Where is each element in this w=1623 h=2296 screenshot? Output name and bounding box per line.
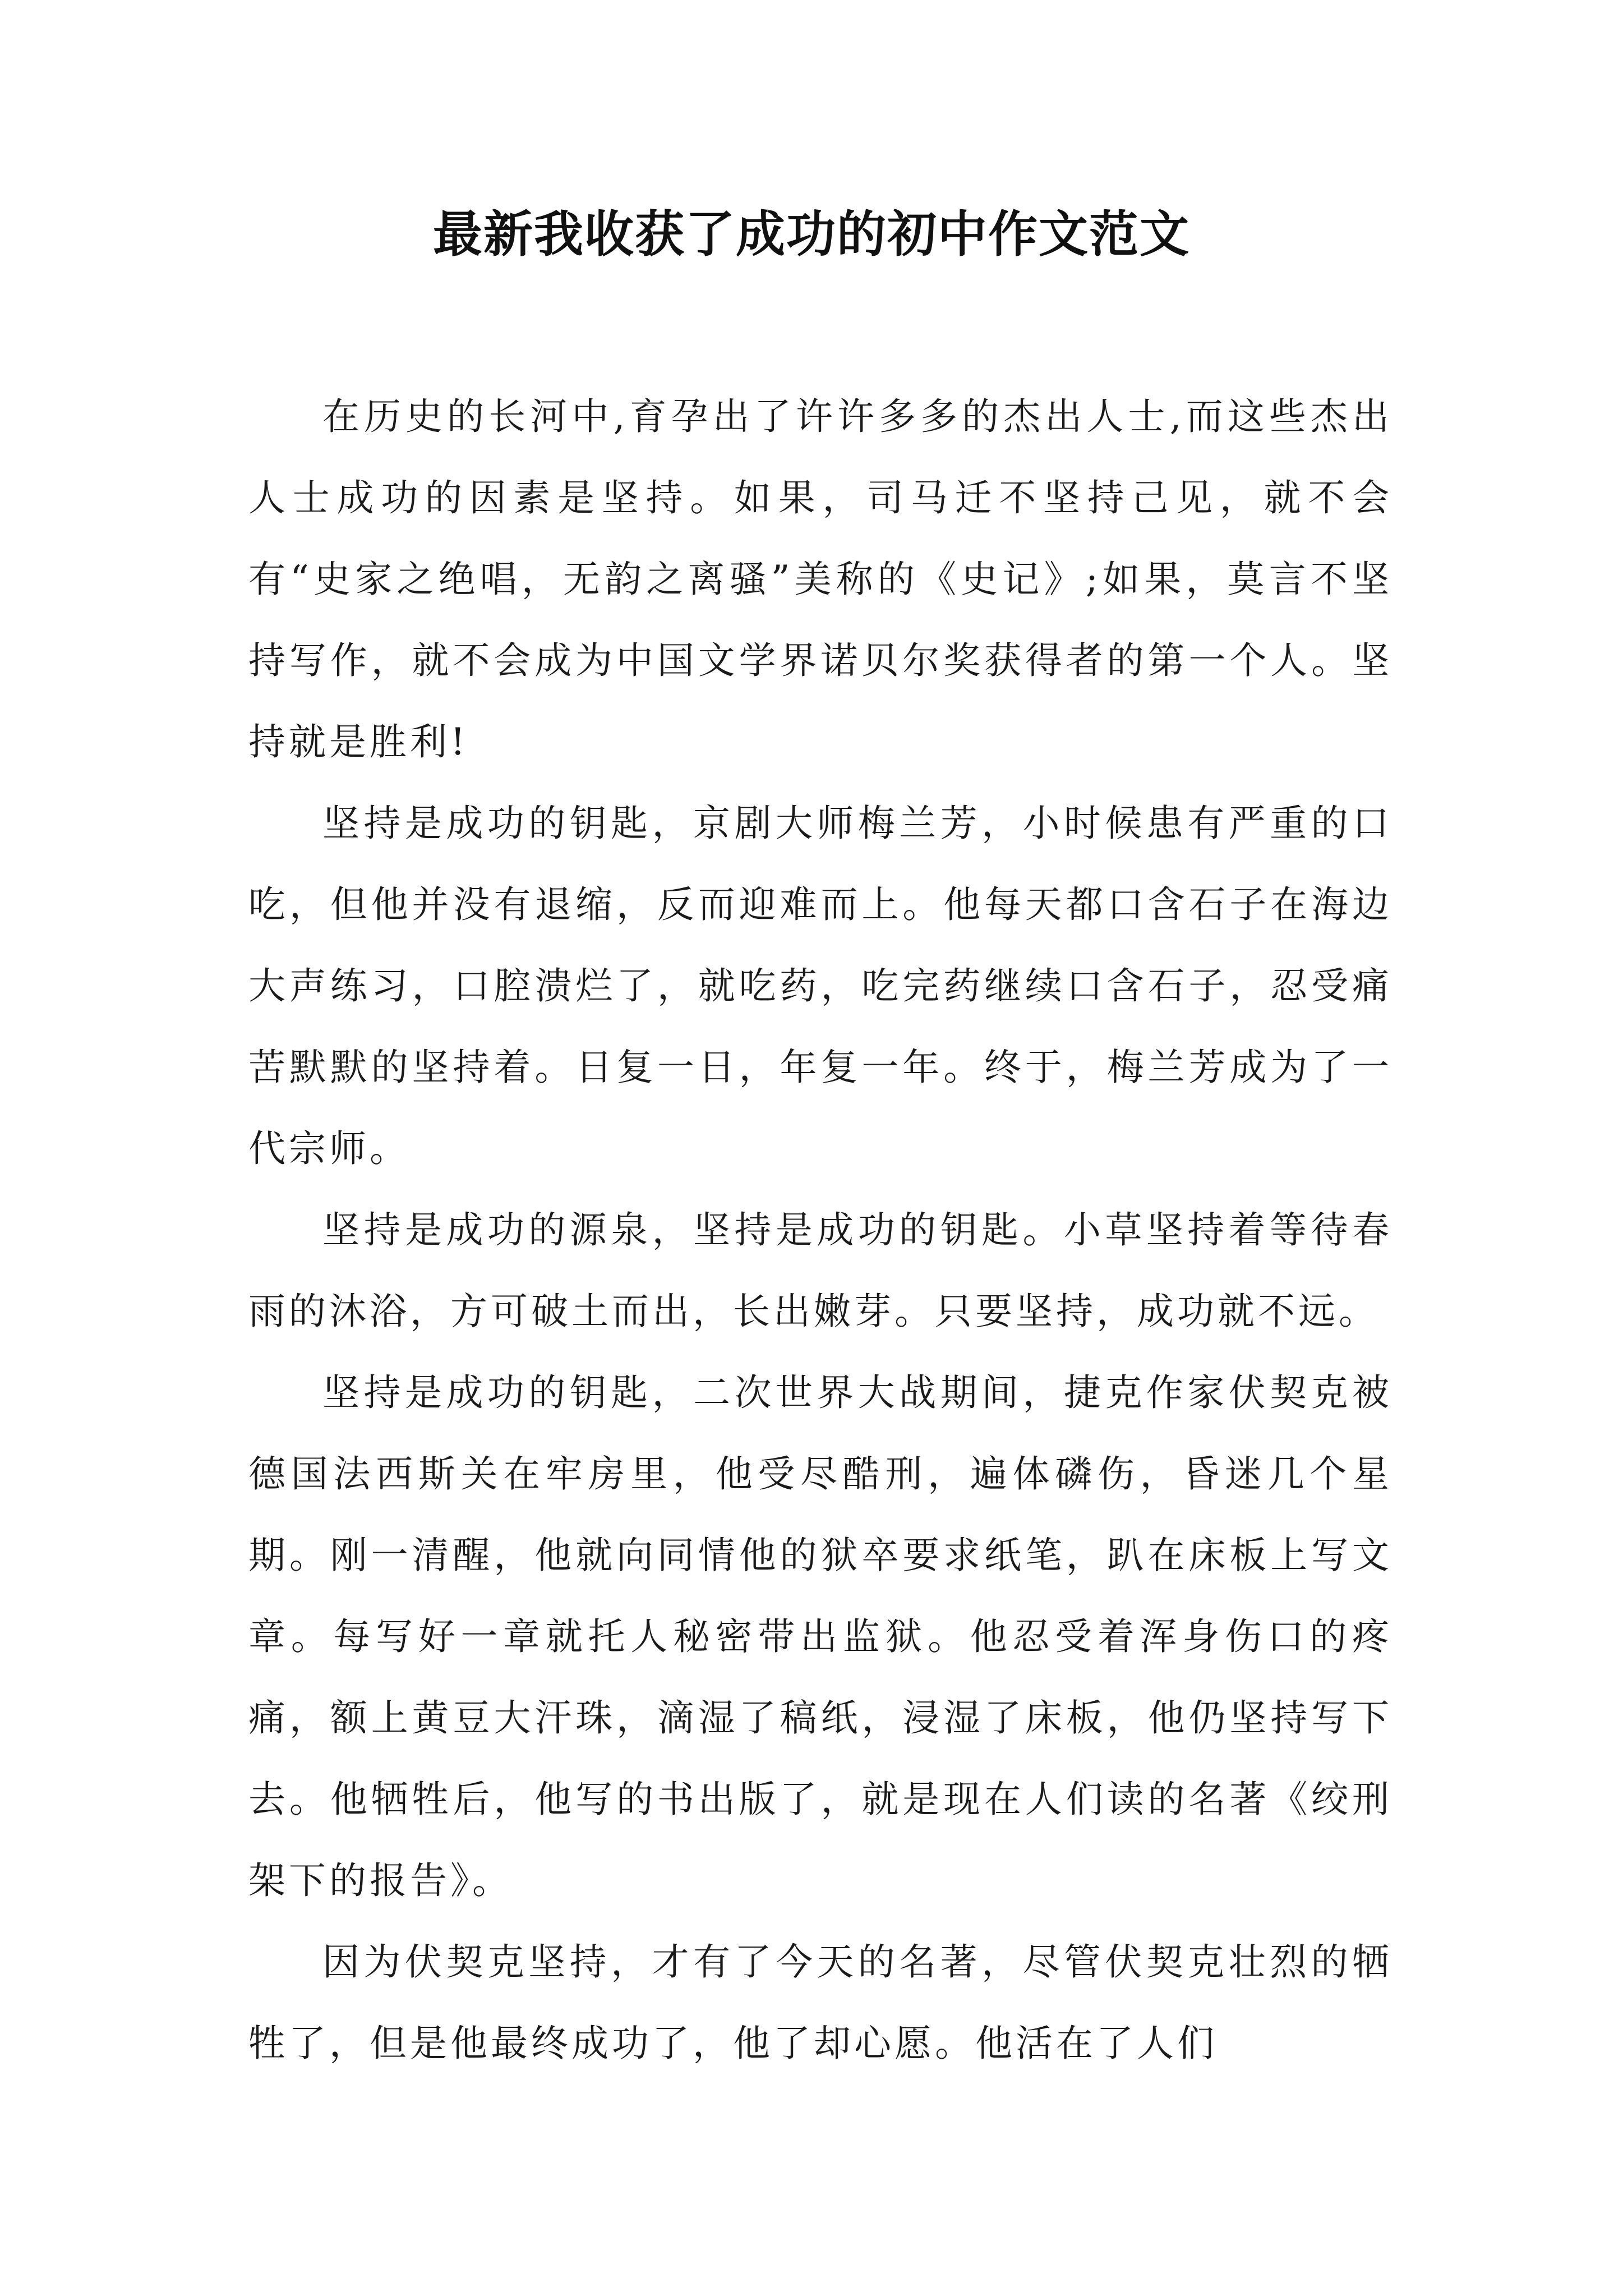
paragraph-4: 坚持是成功的钥匙，二次世界大战期间，捷克作家伏契克被德国法西斯关在牢房里，他受尽酷刑，遍体磷伤，昏迷几个星期。刚一清醒，他就向同情他的狱卒要求纸笔，趴在床板上写文章。每写好一章就托人秘密带出监狱。他忍受着浑身伤口的疼痛，额上黄豆大汗珠，滴湿了稿纸，浸湿了床板，他仍坚持写下去。他牺牲后，他写的书出版了，就是现在人们读的名著《绞刑架下的报告》。 xyxy=(248,1371,1393,1902)
paragraph-1: 在历史的长河中,育孕出了许许多多的杰出人士,而这些杰出人士成功的因素是坚持。如果，司马迁不坚持己见，就不会有“史家之绝唱，无韵之离骚”美称的《史记》;如果，莫言不坚持写作，就不会成为中国文学界诺贝尔奖获得者的第一个人。坚持就是胜利! xyxy=(248,395,1393,763)
document-title: 最新我收获了成功的初中作文范文 xyxy=(432,205,1190,263)
document-body xyxy=(248,376,1393,2084)
paragraph-5: 因为伏契克坚持，才有了今天的名著，尽管伏契克壮烈的牺牲了，但是他最终成功了，他了却心愿。他活在了人们 xyxy=(248,1940,1393,2065)
paragraph-2: 坚持是成功的钥匙，京剧大师梅兰芳，小时候患有严重的口吃，但他并没有退缩，反而迎难而上。他每天都口含石子在海边大声练习，口腔溃烂了，就吃药，吃完药继续口含石子，忍受痛苦默默的坚持着。日复一日，年复一年。终于，梅兰芳成为了一代宗师。 xyxy=(248,802,1393,1170)
paragraph-3: 坚持是成功的源泉，坚持是成功的钥匙。小草坚持着等待春雨的沐浴，方可破土而出，长出嫩芽。只要坚持，成功就不远。 xyxy=(248,1208,1393,1333)
